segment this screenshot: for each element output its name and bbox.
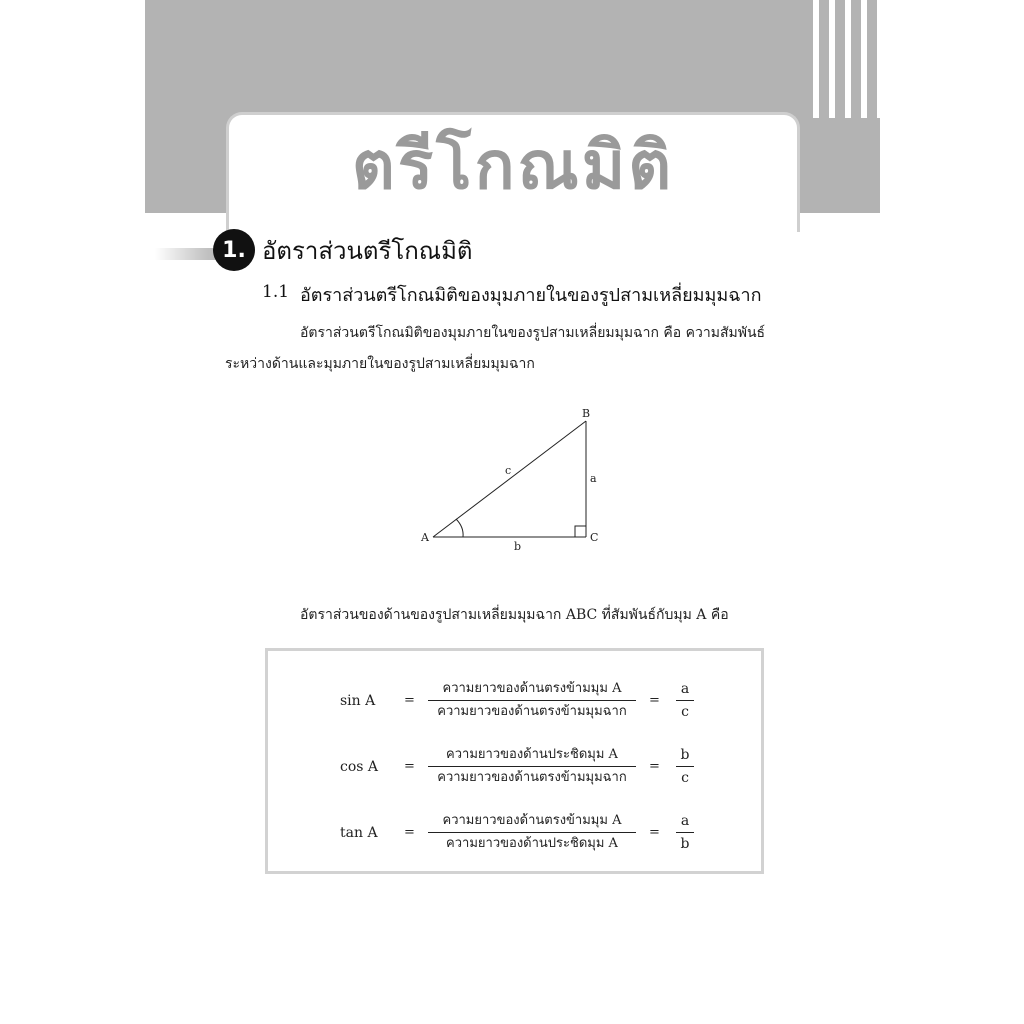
letter-denominator: b (680, 836, 690, 852)
formula-row-tan (268, 811, 761, 861)
side-a-label: a (590, 472, 597, 485)
letter-fraction (676, 745, 694, 788)
function-name: sin A (340, 693, 376, 709)
word-fraction (428, 811, 636, 854)
chapter-title-tab (226, 112, 800, 232)
word-numerator: ความยาวของด้านตรงข้ามมุม A (428, 811, 636, 833)
intro-paragraph (225, 318, 810, 380)
word-fraction (428, 745, 636, 788)
subsection-title: อัตราส่วนตรีโกณมิติของมุมภายในของรูปสามเหลี่ยมมุมฉาก (300, 285, 762, 306)
equals-sign: = (404, 693, 415, 708)
banner-stripes (807, 0, 907, 118)
chapter-title: ตรีโกณมิติ (351, 127, 675, 204)
word-fraction (428, 679, 636, 722)
formula-box (265, 648, 764, 874)
equals-sign: = (404, 759, 415, 774)
side-c-label: c (505, 464, 512, 477)
paragraph-line-2: ระหว่างด้านและมุมภายในของรูปสามเหลี่ยมมุมฉาก (225, 356, 535, 372)
word-denominator: ความยาวของด้านตรงข้ามมุมฉาก (437, 770, 627, 785)
letter-denominator: c (681, 704, 689, 720)
letter-fraction (676, 811, 694, 854)
word-numerator: ความยาวของด้านประชิดมุม A (428, 745, 636, 767)
vertex-c-label: C (590, 531, 599, 544)
formula-row-sin (268, 679, 761, 729)
letter-numerator: b (676, 745, 694, 767)
letter-numerator: a (676, 811, 694, 833)
function-name: cos A (340, 759, 379, 775)
function-name: tan A (340, 825, 378, 841)
right-angle-marker (575, 526, 586, 537)
word-numerator: ความยาวของด้านตรงข้ามมุม A (428, 679, 636, 701)
vertex-a-label: A (421, 531, 429, 544)
ratio-intro-text: อัตราส่วนของด้านของรูปสามเหลี่ยมมุมฉาก ABC ที่สัมพันธ์กับมุม A คือ (300, 607, 729, 623)
vertex-b-label: B (582, 407, 591, 420)
paragraph-line-1: อัตราส่วนตรีโกณมิติของมุมภายในของรูปสามเหลี่ยมมุมฉาก คือ ความสัมพันธ์ (300, 325, 766, 341)
section-number-badge: 1. (213, 229, 255, 271)
letter-fraction (676, 679, 694, 722)
angle-a-arc (456, 519, 463, 537)
letter-numerator: a (676, 679, 694, 701)
equals-sign: = (649, 693, 660, 708)
equals-sign: = (649, 825, 660, 840)
side-b-label: b (514, 540, 522, 553)
word-denominator: ความยาวของด้านประชิดมุม A (446, 836, 618, 851)
right-triangle-diagram (415, 400, 615, 560)
formula-row-cos (268, 745, 761, 795)
letter-denominator: c (681, 770, 689, 786)
equals-sign: = (404, 825, 415, 840)
subsection-number: 1.1 (262, 282, 290, 302)
word-denominator: ความยาวของด้านตรงข้ามมุมฉาก (437, 704, 627, 719)
equals-sign: = (649, 759, 660, 774)
section-title: อัตราส่วนตรีโกณมิติ (262, 237, 473, 265)
